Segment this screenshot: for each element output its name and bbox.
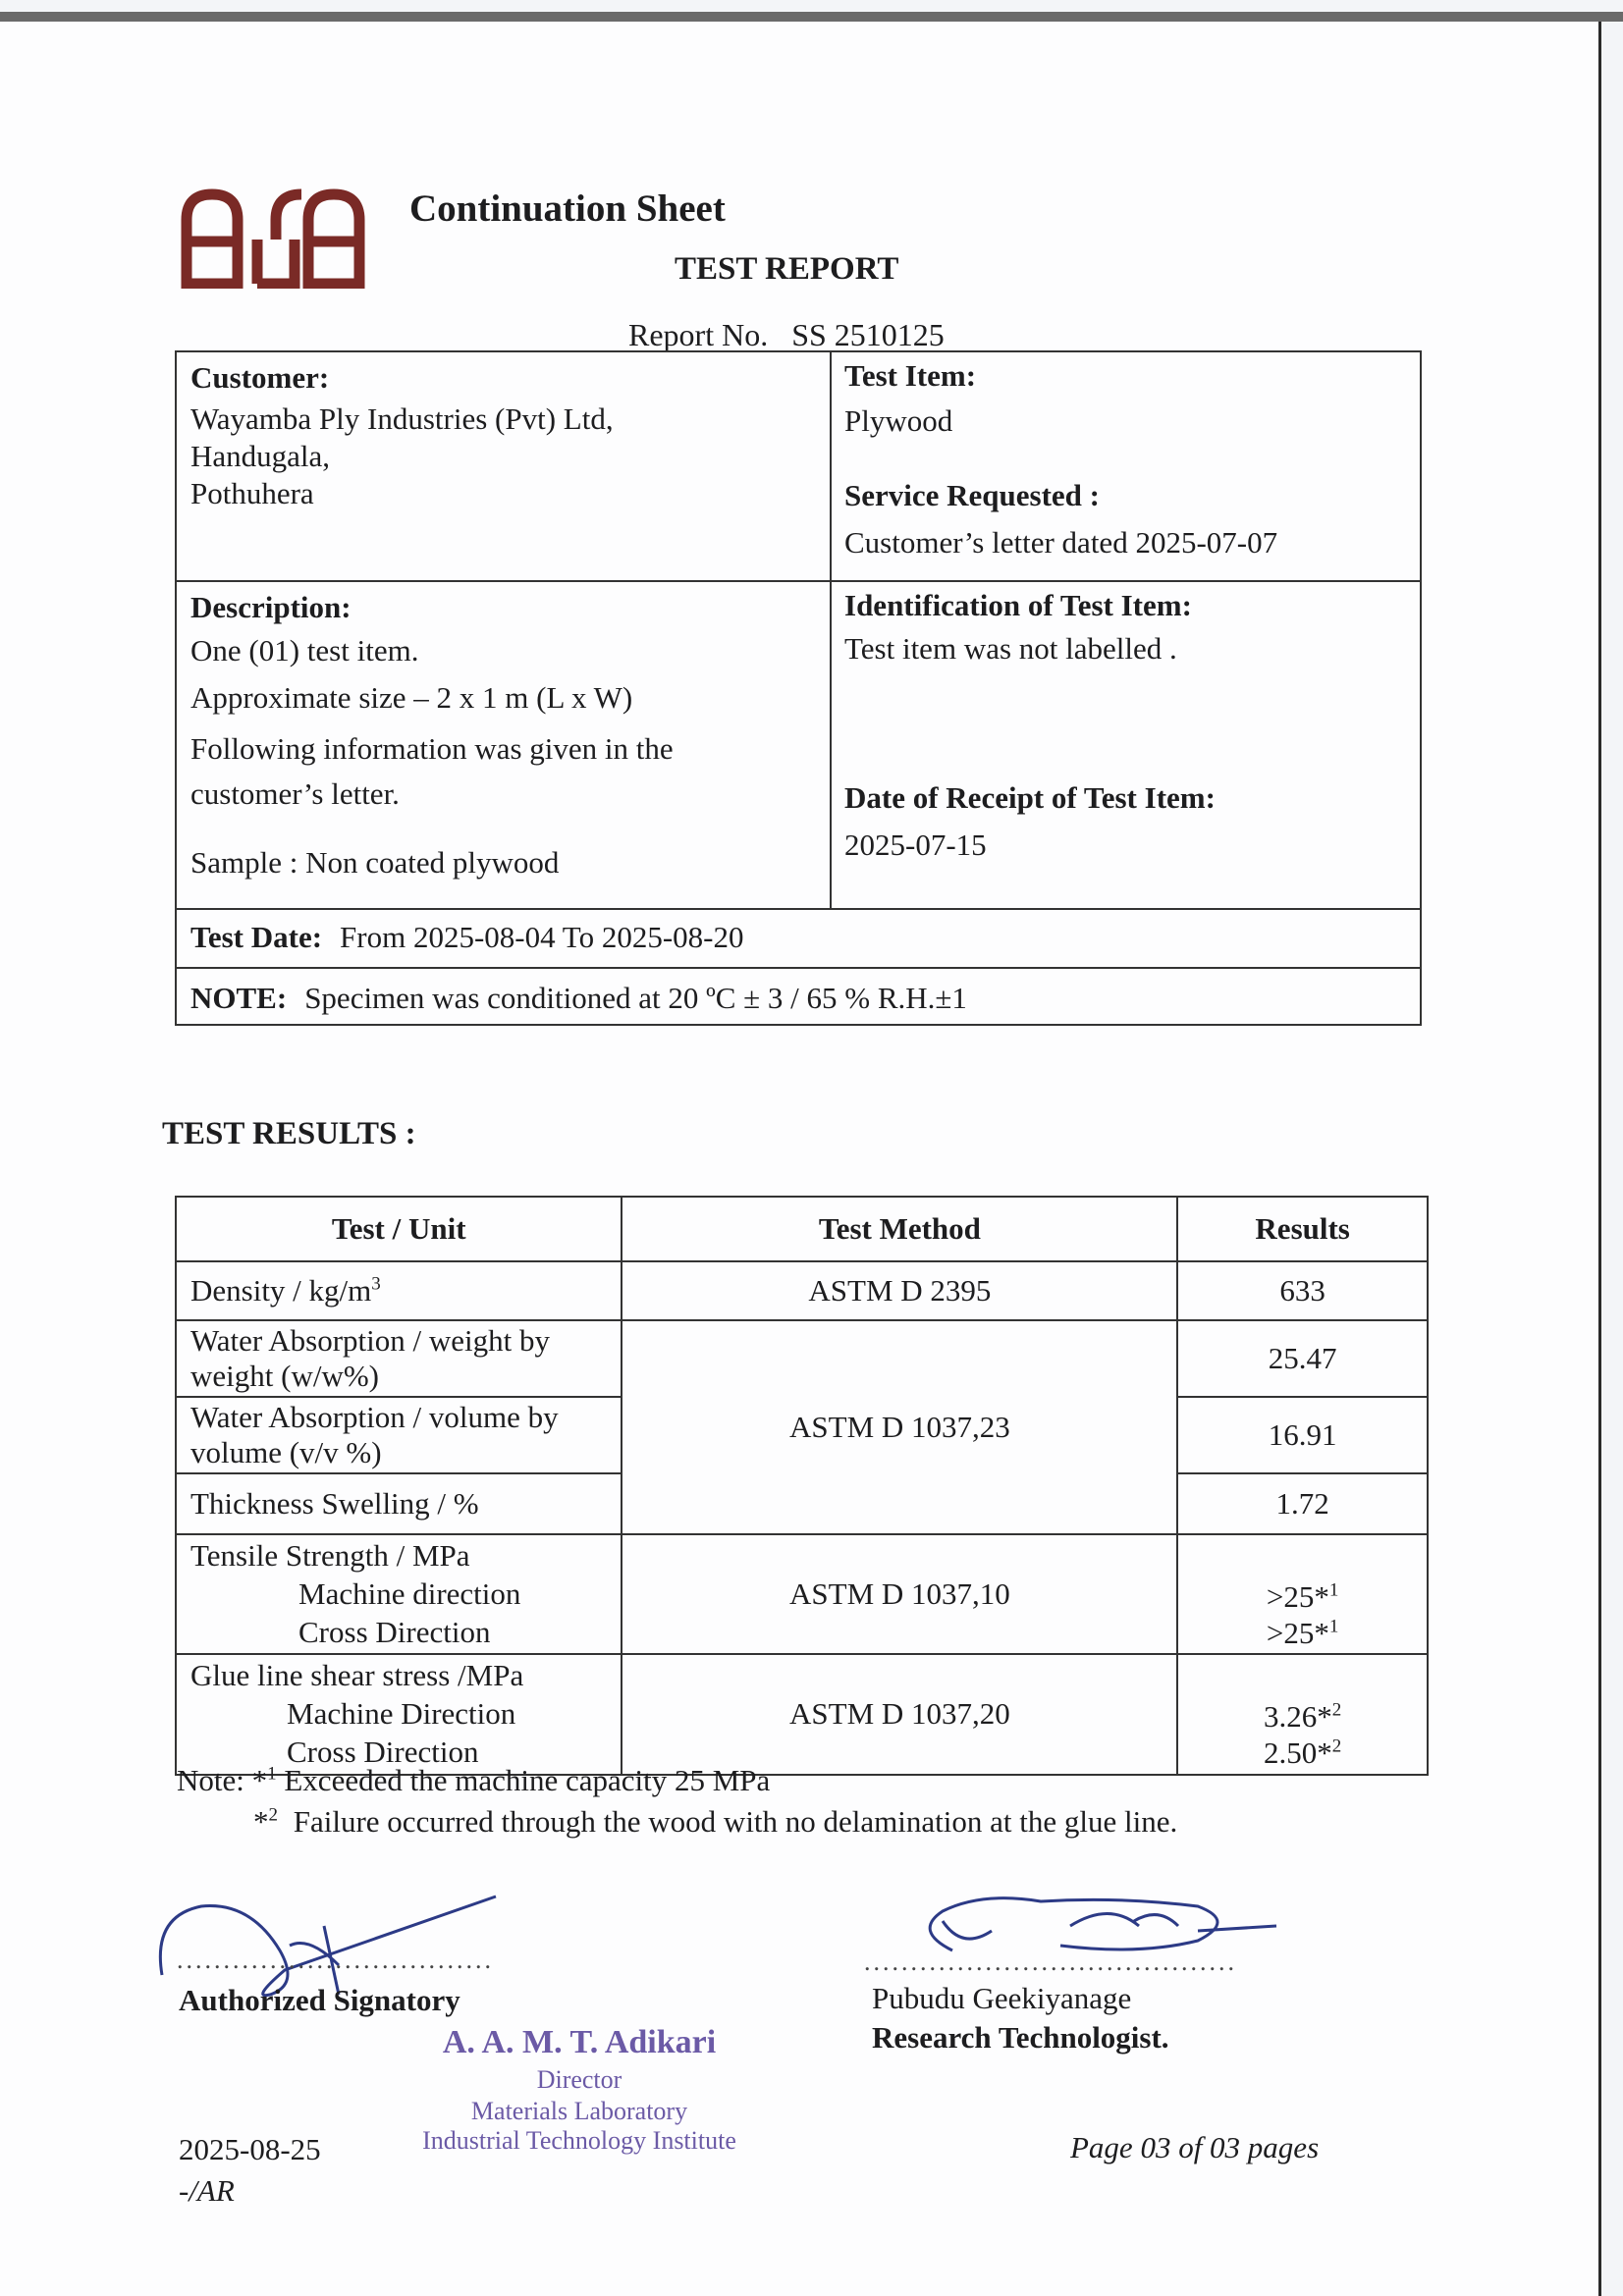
stamp-institute: Industrial Technology Institute [422,2126,736,2155]
table-header-row [176,1197,1428,1261]
result-machine: 3.26*$^2$ [1264,1699,1342,1735]
stamp-role: Director [536,2065,622,2094]
column-header-method: Test Method [622,1197,1177,1261]
test-date-label: Test Date: [190,920,323,954]
result-cell [1177,1534,1428,1654]
unit-superscript: 3 [371,1273,381,1295]
result-cell [1177,1654,1428,1774]
description-label: Description: [190,590,352,624]
test-cell [176,1654,622,1774]
identification-value: Test item was not labelled . [844,631,1177,666]
test-cell: Water Absorption / volume by volume (v/v %) [176,1397,622,1473]
column-header-test: Test / Unit [176,1197,622,1261]
technologist-name: Pubudu Geekiyanage [872,1981,1132,2015]
test-sub-machine: Machine Direction [287,1696,516,1731]
note-label: NOTE: [190,981,288,1015]
conditioning-note-row [190,981,967,1016]
page-title: Continuation Sheet [409,187,726,230]
table-row [176,1320,1428,1397]
description-line-3: Following information was given in the [190,731,674,766]
customer-name: Wayamba Ply Industries (Pvt) Ltd, [190,401,614,436]
footnote-2: *$^2$ Failure occurred through the wood with no delamination at the glue line. [253,1804,1178,1839]
description-line-2: Approximate size – 2 x 1 m (L x W) [190,680,633,715]
test-cell: Water Absorption / weight by weight (w/w%) [176,1320,622,1397]
technologist-title: Research Technologist. [872,2020,1169,2055]
report-heading: TEST REPORT [675,251,899,287]
customer-address-2: Pothuhera [190,476,314,510]
table-row [176,1261,1428,1320]
test-cell [176,1261,622,1320]
report-number [628,317,945,353]
issue-date: 2025-08-25 [179,2132,321,2166]
info-divider-1 [177,580,1420,582]
identification-label: Identification of Test Item: [844,588,1192,622]
test-sub-machine: Machine direction [298,1575,521,1611]
iti-logo [179,181,367,289]
result-cell: 16.91 [1177,1397,1428,1473]
test-item-value: Plywood [844,403,953,438]
method-cell: ASTM D 1037,23 [622,1320,1177,1534]
test-cell: Thickness Swelling / % [176,1473,622,1534]
note-value: Specimen was conditioned at 20 ºC ± 3 / 65 % R.H.±1 [304,981,967,1015]
method-cell: ASTM D 1037,10 [622,1534,1177,1654]
info-divider-vertical [830,352,832,910]
method-cell: ASTM D 1037,20 [622,1654,1177,1774]
authorized-signatory-label: Authorized Signatory [179,1983,460,2017]
signature-line-left: .................................. [177,1946,494,1974]
table-row [176,1534,1428,1654]
sample-description: Sample : Non coated plywood [190,845,560,880]
test-results-heading: TEST RESULTS : [162,1116,416,1151]
test-item-label: Test Item: [844,358,977,393]
result-cell: 633 [1177,1261,1428,1320]
report-number-value: SS 2510125 [791,317,945,352]
footnote-1: Note: *$^1$ Exceeded the machine capacity 25 MPa [177,1763,771,1797]
result-cell: 25.47 [1177,1320,1428,1397]
service-requested-value: Customer’s letter dated 2025-07-07 [844,525,1278,560]
service-requested-label: Service Requested : [844,478,1100,512]
test-sub-cross: Cross Direction [298,1614,491,1649]
reference-initials: -/AR [179,2173,235,2208]
document-page [0,12,1601,2296]
stamp-lab: Materials Laboratory [470,2097,688,2125]
test-date-value: From 2025-08-04 To 2025-08-20 [340,920,744,954]
column-header-results: Results [1177,1197,1428,1261]
info-divider-3 [177,967,1420,969]
page-number: Page 03 of 03 pages [1070,2130,1320,2164]
description-line-1: One (01) test item. [190,633,419,667]
description-line-4: customer’s letter. [190,776,400,811]
info-divider-2 [177,908,1420,910]
receipt-date-value: 2025-07-15 [844,828,987,862]
result-machine: >25*$^1$ [1266,1578,1339,1614]
customer-label: Customer: [190,360,330,395]
receipt-date-label: Date of Receipt of Test Item: [844,780,1216,815]
result-cross: >25*$^1$ [1266,1616,1339,1651]
test-name: Glue line shear stress /MPa [190,1658,524,1693]
method-cell: ASTM D 2395 [622,1261,1177,1320]
report-info-box [175,350,1422,1026]
test-sub-cross: Cross Direction [287,1734,479,1769]
test-name: Tensile Strength / MPa [190,1538,470,1573]
official-stamp [383,2024,776,2156]
test-results-table [175,1196,1429,1776]
signature-line-right: ........................................ [864,1948,1237,1976]
report-number-label: Report No. [628,317,769,352]
test-cell [176,1534,622,1654]
customer-address-1: Handugala, [190,439,331,473]
result-cell: 1.72 [1177,1473,1428,1534]
table-row [176,1654,1428,1774]
result-cross: 2.50*$^2$ [1264,1735,1342,1771]
test-name: Density / kg/m [190,1273,372,1308]
scan-top-edge [0,12,1623,22]
test-date-row [190,920,743,955]
stamp-name: A. A. M. T. Adikari [442,2024,717,2060]
